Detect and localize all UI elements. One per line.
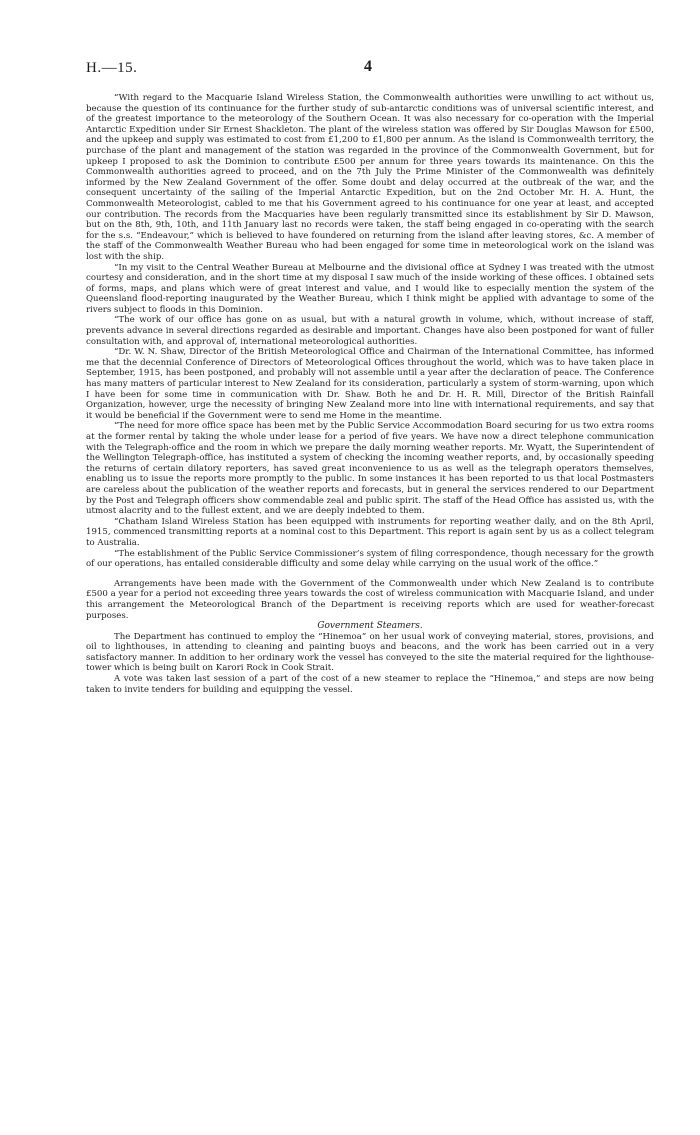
paragraph: The Department has continued to employ the “Hinemoa” on her usual work of conveying material, stores, provisions, and oil to lighthouses, in attending to cleaning and painting buoys and beacons, and the work has been carried out in a very satisfactory manner. In addition to her ordinary work the vessel has conveyed to the site the material required for the lighthouse-tower which is being built on Karori Rock in Cook Strait. xyxy=(86,631,654,674)
body-text xyxy=(86,93,654,695)
paper-number: H.—15. xyxy=(86,60,138,76)
section-heading: Government Steamers. xyxy=(317,621,423,632)
paragraph: “In my visit to the Central Weather Bureau at Melbourne and the divisional office at Sydney I was treated with the utmost courtesy and consideration, and in the short time at my disposal I saw much of the inside working of these offices. I obtained sets of forms, maps, and plans which were of great interest and value, and I would like to especially mention the system of the Queensland flood-reporting inaugurated by the Weather Bureau, which I think might be applied with advantage to some of the rivers subject to floods in this Dominion. xyxy=(86,262,654,315)
paragraph: “The work of our office has gone on as usual, but with a natural growth in volume, which, without increase of staff, prevents advance in several directions regarded as desirable and important. Changes have also been postponed for want of fuller consultation with, and approval of, international meteorological authorities. xyxy=(86,315,654,347)
paragraph: Arrangements have been made with the Government of the Commonwealth under which New Zealand is to contribute £500 a year for a period not exceeding three years towards the cost of wireless communication with Macquarie Island, and under this arrangement the Meteorological Branch of the Department is receiving reports which are used for weather-forecast purposes. xyxy=(86,578,654,621)
paragraph: A vote was taken last session of a part of the cost of a new steamer to replace the “Hinemoa,” and steps are now being taken to invite tenders for building and equipping the vessel. xyxy=(86,674,654,695)
paragraph: “Dr. W. N. Shaw, Director of the British Meteorological Office and Chairman of the International Committee, has informed me that the decennial Conference of Directors of Meteorological Offices throughout the world, which was to have taken place in September, 1915, has been postponed, and probably will not assemble until a year after the declaration of peace. The Conference has many matters of particular interest to New Zealand for its consideration, particularly a system of storm-warning, upon which I have been for some time in communication with Dr. Shaw. Both he and Dr. H. R. Mill, Director of the British Rainfall Organization, however, urge the necessity of bringing New Zealand more into line with international requirements, and say that it would be beneficial if the Government were to send me Home in the meantime. xyxy=(86,347,654,421)
paragraph: “The need for more office space has been met by the Public Service Accommodation Board securing for us two extra rooms at the former rental by taking the whole under lease for a period of five years. We have now a direct telephone communication with the Telegraph-office and the room in which we prepare the daily morning weather reports. Mr. Wyatt, the Superintendent of the Wellington Telegraph-office, has instituted a system of checking the incoming weather reports, and, by occasionally speeding the returns of certain dilatory reporters, has saved great inconvenience to us as well as the telegraph operators themselves, enabling us to issue the reports more promptly to the public. In some instances it has been reported to us that local Postmasters are careless about the publication of the weather reports and forecasts, but in general the services rendered to our Department by the Post and Telegraph officers show commendable zeal and public spirit. The staff of the Head Office has assisted us, with the utmost alacrity and to the fullest extent, and we are deeply indebted to them. xyxy=(86,421,654,517)
paragraph: “The establishment of the Public Service Commissioner’s system of filing correspondence, though necessary for the growth of our operations, has entailed considerable difficulty and some delay while carrying on the usual work of the office.” xyxy=(86,548,654,570)
page-number: 4 xyxy=(364,58,372,75)
paragraph: “With regard to the Macquarie Island Wireless Station, the Commonwealth authorities were unwilling to act without us, because the question of its continuance for the further study of sub-antarctic conditions was of universal scientific interest, and of the greatest importance to the meteorology of the Southern Ocean. It was also necessary for co-operation with the Imperial Antarctic Expedition under Sir Ernest Shackleton. The plant of the wireless station was offered by Sir Douglas Mawson for £500, and the upkeep and supply was estimated to cost from £1,200 to £1,800 per annum. As the island is Commonwealth territory, the purchase of the plant and management of the station was regarded in the province of the Commonwealth Government, but for upkeep I proposed to ask the Dominion to contribute £500 per annum for three years towards its maintenance. On this the Commonwealth authorities agreed to proceed, and on the 7th July the Prime Minister of the Commonwealth was definitely informed by the New Zealand Government of the offer. Some doubt and delay occurred at the outbreak of the war, and the consequent uncertainty of the sailing of the Imperial Antarctic Expedition, but on the 2nd October Mr. H. A. Hunt, the Commonwealth Meteorologist, cabled to me that his Government agreed to his continuance for one year at least, and accepted our contribution. The records from the Macquaries have been regularly transmitted since its establishment by Sir D. Mawson, but on the 8th, 9th, 10th, and 11th January last no records were taken, the staff being engaged in co-operating with the search for the s.s. “Endeavour,” which is believed to have foundered on returning from the island after leaving stores, &c. A member of the staff of the Commonwealth Weather Bureau who had been engaged for some time in meteorological work on the island was lost with the ship. xyxy=(86,93,654,262)
paragraph: “Chatham Island Wireless Station has been equipped with instruments for reporting weather daily, and on the 8th April, 1915, commenced transmitting reports at a nominal cost to this Department. This report is again sent by us as a collect telegram to Australia. xyxy=(86,516,654,548)
